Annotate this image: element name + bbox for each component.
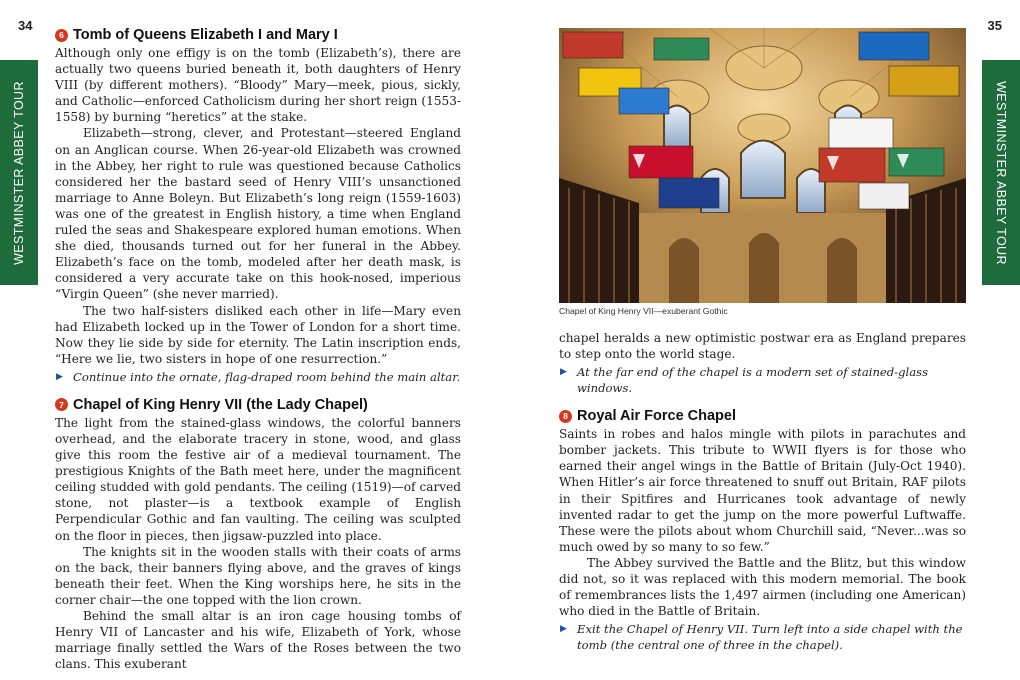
- section-heading-queens: [55, 26, 461, 44]
- chapel-photo: [559, 28, 966, 303]
- body-paragraph: The knights sit in the wooden stalls with their coats of arms on the back, their banners flying above, and the graves of kings beneath their feet. When the King worships here, he sits in the corner chair—the one topped with the lion crown.: [55, 544, 461, 607]
- section-tab-right-label: WESTMINSTER ABBEY TOUR: [994, 80, 1008, 265]
- section-number-badge: 7: [55, 398, 68, 411]
- photo-caption: Chapel of King Henry VII—exuberant Gothic: [559, 306, 728, 316]
- section-title: Chapel of King Henry VII (the Lady Chapel): [73, 396, 368, 413]
- section-title: Tomb of Queens Elizabeth I and Mary I: [73, 27, 338, 43]
- body-paragraph: The Abbey survived the Battle and the Blitz, but this window did not, so it was replaced with this modern memorial. The book of remembrances lists the 1,497 airmen (including one American) who died in the Battle of Britain.: [559, 555, 966, 619]
- section-tab-right: [982, 60, 1020, 285]
- chapel-ceiling-illustration: [559, 28, 966, 303]
- tour-direction-text: Exit the Chapel of Henry VII. Turn left into a side chapel with the tomb (the central one of three in the chapel).: [577, 622, 963, 653]
- tour-direction: [559, 364, 966, 396]
- section-number-badge: 8: [559, 410, 572, 423]
- right-column: [559, 330, 966, 653]
- body-paragraph: Although only one effigy is on the tomb (Elizabeth’s), there are actually two queens buried beneath it, both daughters of Henry VIII (by different mothers). “Bloody” Mary—meek, pious, sickly, and Catholic—enforced Catholicism during her short reign (1553-1558) by burning “heretics” at the stake.: [55, 46, 461, 125]
- page-number-left: 34: [18, 18, 33, 33]
- right-triangle-icon: ▶: [56, 371, 63, 382]
- section-heading-henry: [55, 396, 461, 414]
- right-triangle-icon: ▶: [560, 624, 567, 635]
- body-paragraph: The light from the stained-glass windows, the colorful banners overhead, and the elaborate tracery in stone, wood, and glass give this room the festive air of a medieval tournament. The prestigious Knights of the Bath meet here, under the magnificent ceiling studded with gold pendants. The ceiling (1519)—of carved stone, not plaster—is a textbook example of English Perpendicular Gothic and fan vaulting. The ceiling was sculpted on the floor in pieces, then jigsaw-puzzled into place.: [55, 415, 461, 543]
- body-paragraph: chapel heralds a new optimistic postwar era as England prepares to step onto the world stage.: [559, 331, 966, 362]
- tour-direction-text: Continue into the ornate, flag-draped room behind the main altar.: [73, 369, 461, 384]
- tour-direction: [559, 621, 966, 653]
- section-title: Royal Air Force Chapel: [577, 408, 737, 425]
- body-paragraph: The two half-sisters disliked each other in life—Mary even had Elizabeth locked up in the Tower of London for a short time. Now they lie side by side for eternity. The Latin inscription ends, “Here we lie, two sisters in hope of one resurrection.”: [55, 303, 461, 366]
- body-paragraph: Behind the small altar is an iron cage housing tombs of Henry VII of Lancaster and his wife, Elizabeth of York, whose marriage finally settled the Wars of the Roses between the two clans. This exuberant: [55, 609, 461, 672]
- section-tab-left: [0, 60, 38, 285]
- section-tab-left-label: WESTMINSTER ABBEY TOUR: [12, 80, 26, 265]
- section-number-badge: 6: [55, 29, 68, 42]
- right-triangle-icon: ▶: [560, 367, 567, 378]
- body-paragraph: Elizabeth—strong, clever, and Protestant—steered England on an Anglican course. When 26-year-old Elizabeth was crowned in the Abbey, her right to rule was questioned because Catholics considered her the bastard seed of Henry VIII’s unsanctioned marriage to Anne Boleyn. But Elizabeth’s long reign (1559-1603) was one of the greatest in English history, a time when England ruled the seas and Shakespeare explored human emotions. When she died, thousands turned out for her funeral in the Abbey. Elizabeth’s face on the tomb, modeled after her death mask, is considered a very accurate take on this hook-nosed, imperious “Virgin Queen” (she never married).: [55, 126, 461, 302]
- section-heading-raf: [559, 407, 966, 425]
- tour-direction-text: At the far end of the chapel is a modern set of stained-glass windows.: [577, 365, 929, 396]
- left-column: [55, 26, 461, 672]
- page-number-right: 35: [987, 18, 1002, 33]
- tour-direction: [55, 369, 461, 385]
- body-paragraph: Saints in robes and halos mingle with pilots in parachutes and bomber jackets. This tribute to WWII flyers is for those who earned their angel wings in the Battle of Britain (July-Oct 1940). When Hitler’s air force threatened to snuff out Britain, RAF pilots in their Spitfires and Hurricanes took advantage of newly invented radar to get the jump on the more powerful Luftwaffe. These were the pilots about whom Churchill said, “Never...was so much owed by so many to so few.”: [559, 427, 966, 554]
